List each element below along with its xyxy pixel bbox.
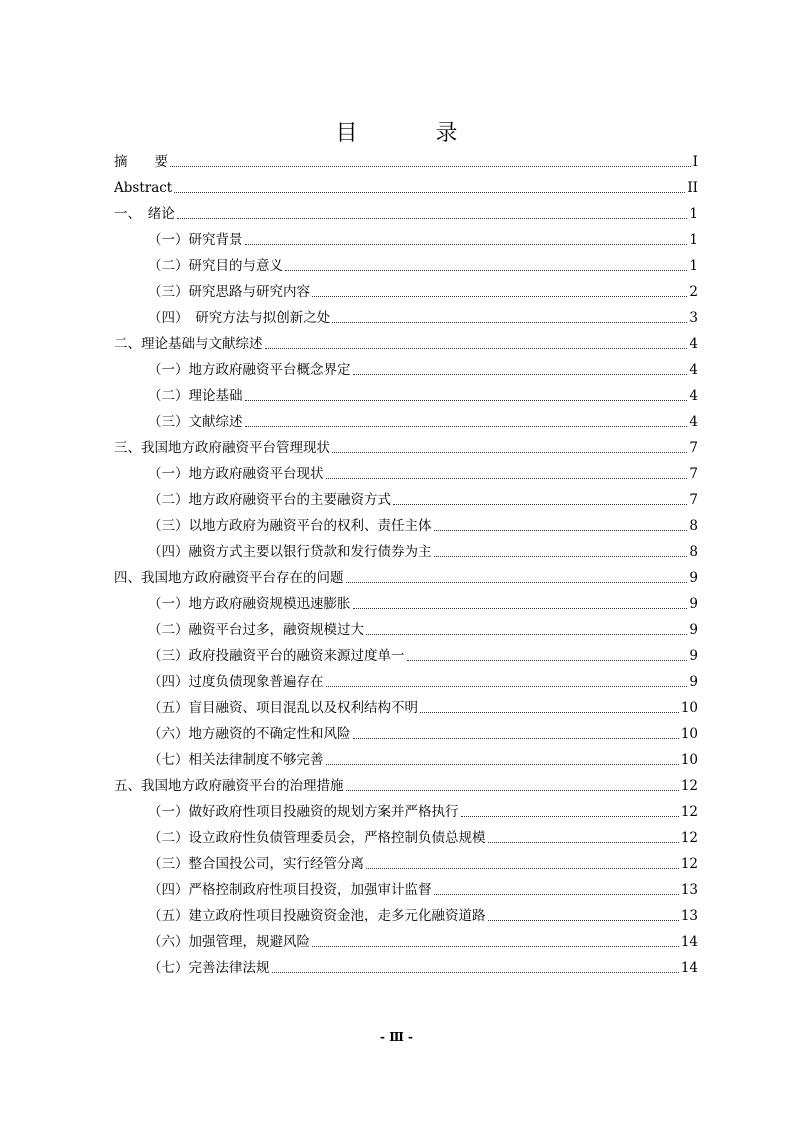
toc-dot-leader xyxy=(326,764,679,765)
toc-section-entry[interactable] xyxy=(114,899,698,925)
toc-chapter-entry[interactable] xyxy=(114,327,698,353)
toc-entry-page-number: 1 xyxy=(689,232,698,248)
toc-entry-page-number: 8 xyxy=(689,518,698,534)
toc-dot-leader xyxy=(245,426,688,427)
toc-chapter-entry[interactable] xyxy=(114,561,698,587)
toc-dot-leader xyxy=(461,816,679,817)
toc-dot-leader xyxy=(407,660,688,661)
toc-section-entry[interactable] xyxy=(114,457,698,483)
toc-dot-leader xyxy=(245,244,688,245)
toc-entry-label: （五）盲目融资、项目混乱以及权利结构不明 xyxy=(148,700,418,716)
toc-section-entry[interactable] xyxy=(114,665,698,691)
toc-section-entry[interactable] xyxy=(114,951,698,977)
toc-entry-page-number: 10 xyxy=(680,700,698,716)
toc-chapter-entry[interactable] xyxy=(114,769,698,795)
toc-dot-leader xyxy=(265,348,688,349)
toc-entry-page-number: 12 xyxy=(680,778,698,794)
toc-entry-page-number: 8 xyxy=(689,544,698,560)
toc-entry-page-number: 1 xyxy=(689,206,698,222)
toc-entry-label: （五）建立政府性项目投融资资金池，走多元化融资道路 xyxy=(148,908,486,924)
toc-entry-label: （三）以地方政府为融资平台的权利、责任主体 xyxy=(148,518,432,534)
toc-entry-page-number: 7 xyxy=(689,466,698,482)
toc-dot-leader xyxy=(332,322,687,323)
toc-entry-label: （三）文献综述 xyxy=(148,414,243,430)
toc-dot-leader xyxy=(488,920,679,921)
toc-dot-leader xyxy=(353,374,688,375)
toc-dot-leader xyxy=(420,712,679,713)
toc-entry-page-number: 1 xyxy=(689,258,698,274)
toc-dot-leader xyxy=(332,452,687,453)
toc-entry-label: 五、我国地方政府融资平台的治理措施 xyxy=(114,778,344,794)
toc-entry-label: （三）政府投融资平台的融资来源过度单一 xyxy=(148,648,405,664)
toc-entry-label: （二）设立政府性负债管理委员会，严格控制负债总规模 xyxy=(148,830,486,846)
toc-entry-label: （七）相关法律制度不够完善 xyxy=(148,752,324,768)
toc-section-entry[interactable] xyxy=(114,353,698,379)
toc-entry-page-number: 10 xyxy=(680,752,698,768)
toc-entry-label: （四）严格控制政府性项目投资，加强审计监督 xyxy=(148,882,432,898)
toc-entry-label: （二）研究目的与意义 xyxy=(148,258,283,274)
toc-entry-label: 摘 要 xyxy=(114,154,168,170)
toc-entry-label: 二、理论基础与文献综述 xyxy=(114,336,263,352)
toc-entry-page-number: 14 xyxy=(680,960,698,976)
toc-section-entry[interactable] xyxy=(114,795,698,821)
toc-entry-page-number: 2 xyxy=(689,284,698,300)
toc-section-entry[interactable] xyxy=(114,405,698,431)
toc-entry-label: （二）地方政府融资平台的主要融资方式 xyxy=(148,492,391,508)
toc-dot-leader xyxy=(353,738,679,739)
page-number-footer: - Ⅲ - xyxy=(380,1030,413,1044)
toc-entry-page-number: II xyxy=(687,180,698,196)
toc-entry-page-number: 13 xyxy=(680,908,698,924)
toc-entry-label: （一）地方政府融资平台现状 xyxy=(148,466,324,482)
toc-entry-page-number: 9 xyxy=(689,622,698,638)
toc-dot-leader xyxy=(174,192,685,193)
toc-entry-page-number: 9 xyxy=(689,674,698,690)
toc-dot-leader xyxy=(245,400,688,401)
toc-dot-leader xyxy=(285,270,687,271)
toc-entry-page-number: 9 xyxy=(689,570,698,586)
toc-entry-label: （一）研究背景 xyxy=(148,232,243,248)
toc-entry-page-number: 9 xyxy=(689,596,698,612)
toc-dot-leader xyxy=(346,582,688,583)
table-of-contents xyxy=(114,145,698,977)
toc-chapter-entry[interactable] xyxy=(114,171,698,197)
toc-entry-label: （二）融资平台过多，融资规模过大 xyxy=(148,622,364,638)
toc-section-entry[interactable] xyxy=(114,509,698,535)
toc-dot-leader xyxy=(366,868,679,869)
toc-entry-label: （六）加强管理，规避风险 xyxy=(148,934,310,950)
toc-entry-label: （三）研究思路与研究内容 xyxy=(148,284,310,300)
toc-entry-page-number: 4 xyxy=(689,388,698,404)
toc-section-entry[interactable] xyxy=(114,847,698,873)
toc-entry-label: （一）做好政府性项目投融资的规划方案并严格执行 xyxy=(148,804,459,820)
toc-section-entry[interactable] xyxy=(114,821,698,847)
toc-entry-label: （四）融资方式主要以银行贷款和发行债券为主 xyxy=(148,544,432,560)
toc-section-entry[interactable] xyxy=(114,275,698,301)
toc-section-entry[interactable] xyxy=(114,743,698,769)
toc-entry-page-number: 4 xyxy=(689,362,698,378)
toc-entry-label: （一）地方政府融资规模迅速膨胀 xyxy=(148,596,351,612)
toc-section-entry[interactable] xyxy=(114,691,698,717)
toc-chapter-entry[interactable] xyxy=(114,145,698,171)
toc-section-entry[interactable] xyxy=(114,301,698,327)
toc-entry-label: （二）理论基础 xyxy=(148,388,243,404)
toc-section-entry[interactable] xyxy=(114,535,698,561)
toc-dot-leader xyxy=(353,608,688,609)
toc-entry-label: （三）整合国投公司，实行经管分离 xyxy=(148,856,364,872)
toc-entry-page-number: 9 xyxy=(689,648,698,664)
toc-section-entry[interactable] xyxy=(114,717,698,743)
toc-entry-page-number: 10 xyxy=(680,726,698,742)
page-title: 目 录 xyxy=(335,121,486,146)
toc-dot-leader xyxy=(434,530,688,531)
toc-dot-leader xyxy=(393,504,687,505)
toc-entry-page-number: 13 xyxy=(680,882,698,898)
toc-entry-label: 四、我国地方政府融资平台存在的问题 xyxy=(114,570,344,586)
toc-entry-label: （一）地方政府融资平台概念界定 xyxy=(148,362,351,378)
toc-dot-leader xyxy=(312,946,679,947)
toc-dot-leader xyxy=(326,478,688,479)
toc-dot-leader xyxy=(434,894,679,895)
toc-dot-leader xyxy=(272,972,679,973)
toc-entry-page-number: 3 xyxy=(689,310,698,326)
toc-section-entry[interactable] xyxy=(114,587,698,613)
toc-entry-label: （七）完善法律法规 xyxy=(148,960,270,976)
toc-dot-leader xyxy=(434,556,688,557)
toc-dot-leader xyxy=(366,634,687,635)
toc-entry-page-number: 4 xyxy=(689,336,698,352)
toc-entry-label: （四） 研究方法与拟创新之处 xyxy=(148,310,331,326)
toc-dot-leader xyxy=(346,790,679,791)
toc-entry-page-number: 7 xyxy=(689,440,698,456)
toc-dot-leader xyxy=(170,166,691,167)
toc-entry-label: （六）地方融资的不确定性和风险 xyxy=(148,726,351,742)
toc-entry-label: （四）过度负债现象普遍存在 xyxy=(148,674,324,690)
toc-chapter-entry[interactable] xyxy=(114,197,698,223)
toc-entry-page-number: I xyxy=(692,154,698,170)
toc-section-entry[interactable] xyxy=(114,873,698,899)
toc-section-entry[interactable] xyxy=(114,483,698,509)
toc-entry-label: 三、我国地方政府融资平台管理现状 xyxy=(114,440,330,456)
toc-dot-leader xyxy=(326,686,688,687)
toc-chapter-entry[interactable] xyxy=(114,431,698,457)
toc-entry-page-number: 12 xyxy=(680,830,698,846)
toc-section-entry[interactable] xyxy=(114,223,698,249)
toc-dot-leader xyxy=(488,842,679,843)
toc-section-entry[interactable] xyxy=(114,379,698,405)
toc-section-entry[interactable] xyxy=(114,613,698,639)
toc-entry-label: Abstract xyxy=(114,180,173,196)
toc-dot-leader xyxy=(312,296,687,297)
toc-entry-page-number: 12 xyxy=(680,856,698,872)
toc-dot-leader xyxy=(177,218,688,219)
toc-entry-label: 一、 绪论 xyxy=(114,206,175,222)
toc-entry-page-number: 4 xyxy=(689,414,698,430)
toc-entry-page-number: 14 xyxy=(680,934,698,950)
toc-section-entry[interactable] xyxy=(114,925,698,951)
toc-section-entry[interactable] xyxy=(114,249,698,275)
toc-entry-page-number: 7 xyxy=(689,492,698,508)
toc-section-entry[interactable] xyxy=(114,639,698,665)
toc-entry-page-number: 12 xyxy=(680,804,698,820)
